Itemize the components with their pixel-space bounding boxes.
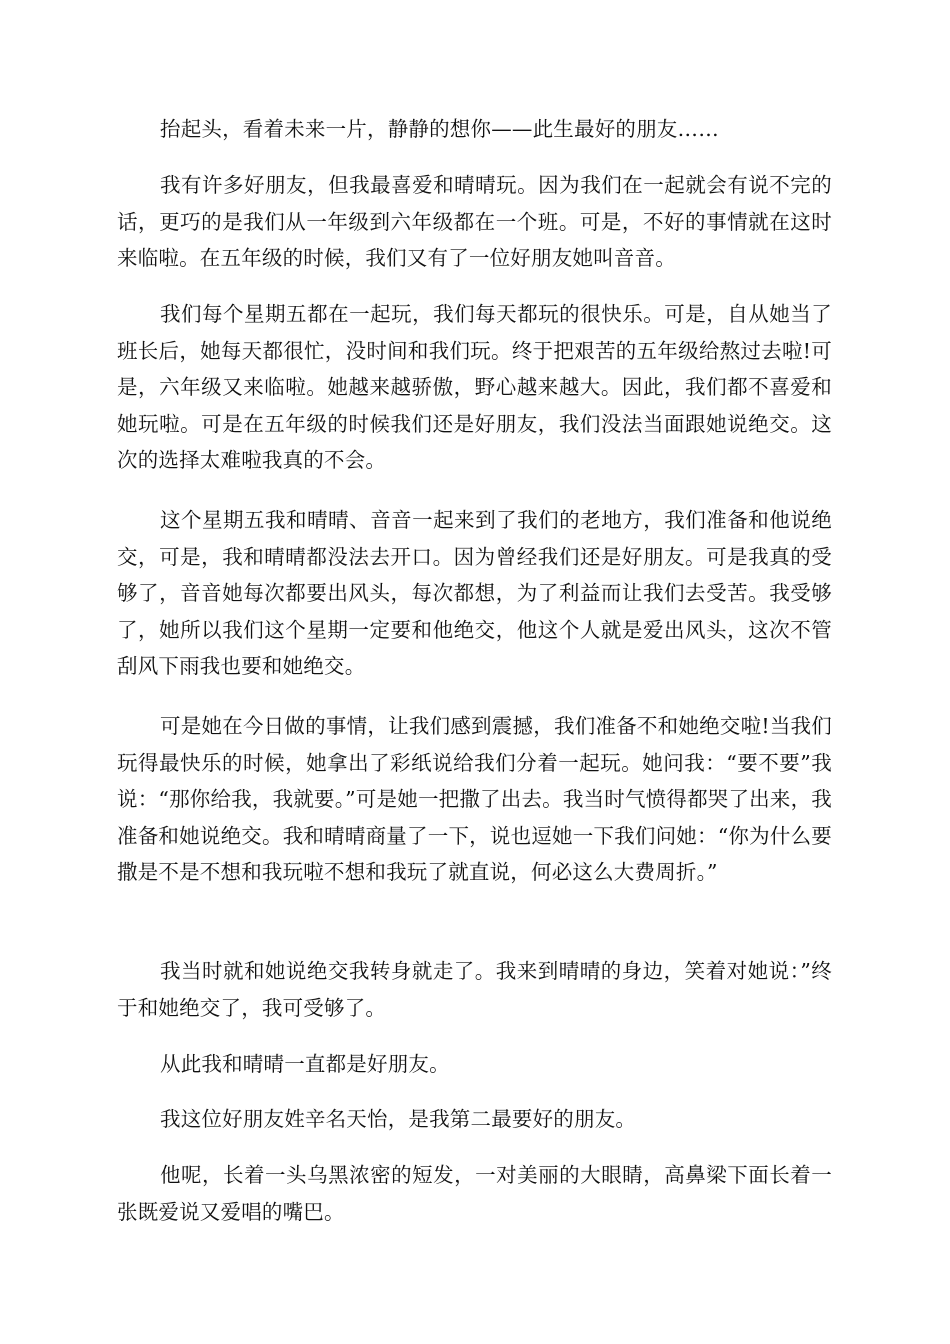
paragraph-7: 从此我和晴晴一直都是好朋友。 xyxy=(160,1052,450,1076)
paragraph-3: 我们每个星期五都在一起玩，我们每天都玩的很快乐。可是，自从她当了班长后，她每天都很忙，没时间和我们玩。终于把艰苦的五年级给熬过去啦!可是，六年级又来临啦。她越来越骄傲，野心越来越大。因此，我们都不喜爱和她玩啦。可是在五年级的时候我们还是好朋友，我们没法当面跟她说绝交。这次的选择太难啦我真的不会。 xyxy=(117,302,832,472)
paragraph-8: 我这位好朋友姓辛名天怡，是我第二最要好的朋友。 xyxy=(160,1107,637,1131)
paragraph-9: 他呢，长着一头乌黑浓密的短发，一对美丽的大眼睛，高鼻梁下面长着一张既爱说又爱唱的嘴巴。 xyxy=(117,1163,832,1224)
paragraph-4: 这个星期五我和晴晴、音音一起来到了我们的老地方，我们准备和他说绝交，可是，我和晴晴都没法去开口。因为曾经我们还是好朋友。可是我真的受够了，音音她每次都要出风头，每次都想，为了利益而让我们去受苦。我受够了，她所以我们这个星期一定要和他绝交，他这个人就是爱出风头，这次不管刮风下雨我也要和她绝交。 xyxy=(117,508,832,678)
paragraph-6: 我当时就和她说绝交我转身就走了。我来到晴晴的身边，笑着对她说：”终于和她绝交了，我可受够了。 xyxy=(117,959,832,1020)
paragraph-5: 可是她在今日做的事情，让我们感到震撼，我们准备不和她绝交啦!当我们玩得最快乐的时候，她拿出了彩纸说给我们分着一起玩。她问我：“要不要”我说：“那你给我，我就要。”可是她一把撒了出去。我当时气愤得都哭了出来，我准备和她说绝交。我和晴晴商量了一下，说也逗她一下我们问她：“你为什么要撒是不是不想和我玩啦不想和我玩了就直说，何必这么大费周折。” xyxy=(117,714,832,884)
paragraph-1: 抬起头，看着未来一片，静静的想你——此生最好的朋友…… xyxy=(160,117,719,141)
paragraph-2: 我有许多好朋友，但我最喜爱和晴晴玩。因为我们在一起就会有说不完的话，更巧的是我们从一年级到六年级都在一个班。可是，不好的事情就在这时来临啦。在五年级的时候，我们又有了一位好朋友她叫音音。 xyxy=(117,173,832,270)
